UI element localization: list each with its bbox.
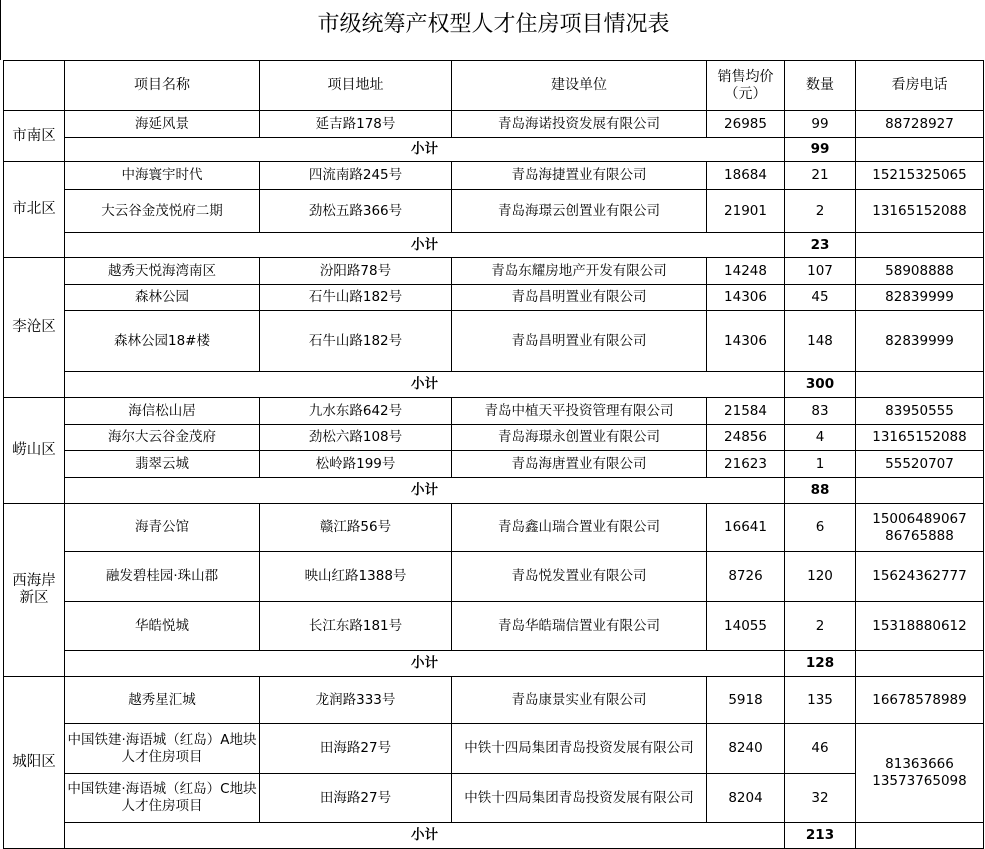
quantity-cell: 45 [785, 285, 856, 311]
quantity-cell: 32 [785, 774, 856, 823]
project-name-cell: 越秀天悦海湾南区 [65, 258, 260, 285]
phone-cell [856, 504, 984, 552]
subtotal-label: 小计 [65, 651, 785, 677]
header-address: 项目地址 [260, 61, 452, 111]
table-row [4, 451, 984, 478]
address-cell: 田海路27号 [260, 774, 452, 823]
subtotal-label: 小计 [65, 823, 785, 849]
table-row [4, 425, 984, 451]
housing-table [3, 60, 984, 849]
quantity-cell: 46 [785, 724, 856, 774]
project-name-cell: 融发碧桂园·珠山郡 [65, 552, 260, 602]
project-name-cell: 华皓悦城 [65, 602, 260, 651]
address-cell: 劲松六路108号 [260, 425, 452, 451]
district-cell: 西海岸新区 [4, 504, 65, 677]
subtotal-value: 128 [785, 651, 856, 677]
project-name-cell: 海信松山居 [65, 398, 260, 425]
developer-cell: 青岛鑫山瑞合置业有限公司 [452, 504, 707, 552]
developer-cell: 青岛海唐置业有限公司 [452, 451, 707, 478]
phone-cell: 15215325065 [856, 162, 984, 190]
subtotal-value: 300 [785, 372, 856, 398]
subtotal-label: 小计 [65, 372, 785, 398]
price-cell: 8726 [707, 552, 785, 602]
developer-cell: 青岛昌明置业有限公司 [452, 311, 707, 372]
phone-cell: 83950555 [856, 398, 984, 425]
developer-cell: 青岛东耀房地产开发有限公司 [452, 258, 707, 285]
phone-cell: 58908888 [856, 258, 984, 285]
phone-cell: 82839999 [856, 285, 984, 311]
subtotal-value: 213 [785, 823, 856, 849]
project-name-cell: 翡翠云城 [65, 451, 260, 478]
quantity-cell: 99 [785, 111, 856, 138]
page-title: 市级统筹产权型人才住房项目情况表 [317, 12, 670, 37]
address-cell: 石牛山路182号 [260, 285, 452, 311]
quantity-cell: 107 [785, 258, 856, 285]
price-cell: 14055 [707, 602, 785, 651]
subtotal-row [4, 233, 984, 258]
district-cell: 市北区 [4, 162, 65, 258]
header-project-name: 项目名称 [65, 61, 260, 111]
phone-line: 86765888 [885, 527, 954, 544]
phone-cell: 15624362777 [856, 552, 984, 602]
quantity-cell: 120 [785, 552, 856, 602]
price-cell: 8240 [707, 724, 785, 774]
project-name-cell: 中海寰宇时代 [65, 162, 260, 190]
address-cell: 石牛山路182号 [260, 311, 452, 372]
district-cell: 李沧区 [4, 258, 65, 398]
header-row [4, 61, 984, 111]
subtotal-row [4, 372, 984, 398]
subtotal-empty [856, 233, 984, 258]
address-cell: 汾阳路78号 [260, 258, 452, 285]
phone-line: 13573765098 [872, 773, 967, 789]
address-cell: 龙润路333号 [260, 677, 452, 724]
table-row [4, 311, 984, 372]
project-name-cell: 海尔大云谷金茂府 [65, 425, 260, 451]
developer-cell: 青岛中植天平投资管理有限公司 [452, 398, 707, 425]
address-cell: 赣江路56号 [260, 504, 452, 552]
developer-cell: 中铁十四局集团青岛投资发展有限公司 [452, 774, 707, 823]
subtotal-empty [856, 651, 984, 677]
header-quantity: 数量 [785, 61, 856, 111]
table-row [4, 774, 984, 823]
subtotal-empty [856, 478, 984, 504]
quantity-cell: 83 [785, 398, 856, 425]
developer-cell: 青岛海璟云创置业有限公司 [452, 190, 707, 233]
project-name-cell: 海延风景 [65, 111, 260, 138]
address-cell: 劲松五路366号 [260, 190, 452, 233]
district-cell: 崂山区 [4, 398, 65, 504]
subtotal-value: 99 [785, 138, 856, 162]
header-district [4, 61, 65, 111]
quantity-cell: 135 [785, 677, 856, 724]
price-cell: 8204 [707, 774, 785, 823]
quantity-cell: 2 [785, 190, 856, 233]
header-phone: 看房电话 [856, 61, 984, 111]
table-row [4, 398, 984, 425]
address-cell: 映山红路1388号 [260, 552, 452, 602]
address-cell: 田海路27号 [260, 724, 452, 774]
table-row [4, 677, 984, 724]
project-name-cell: 越秀星汇城 [65, 677, 260, 724]
price-cell: 14306 [707, 311, 785, 372]
price-cell: 24856 [707, 425, 785, 451]
project-name-cell: 森林公园18#楼 [65, 311, 260, 372]
project-name-cell: 中国铁建·海语城（红岛）A地块人才住房项目 [65, 724, 260, 774]
quantity-cell: 1 [785, 451, 856, 478]
subtotal-value: 23 [785, 233, 856, 258]
subtotal-label: 小计 [65, 233, 785, 258]
table-row [4, 258, 984, 285]
subtotal-empty [856, 138, 984, 162]
subtotal-value: 88 [785, 478, 856, 504]
address-cell: 长江东路181号 [260, 602, 452, 651]
quantity-cell: 21 [785, 162, 856, 190]
developer-cell: 中铁十四局集团青岛投资发展有限公司 [452, 724, 707, 774]
phone-cell: 13165152088 [856, 425, 984, 451]
address-cell: 四流南路245号 [260, 162, 452, 190]
project-name-cell: 海青公馆 [65, 504, 260, 552]
project-name-cell: 森林公园 [65, 285, 260, 311]
phone-cell: 16678578989 [856, 677, 984, 724]
subtotal-row [4, 478, 984, 504]
phone-cell: 15318880612 [856, 602, 984, 651]
subtotal-empty [856, 372, 984, 398]
table-row [4, 724, 984, 774]
developer-cell: 青岛昌明置业有限公司 [452, 285, 707, 311]
table-row [4, 552, 984, 602]
subtotal-empty [856, 823, 984, 849]
price-cell: 21584 [707, 398, 785, 425]
price-cell: 18684 [707, 162, 785, 190]
quantity-cell: 4 [785, 425, 856, 451]
price-cell: 26985 [707, 111, 785, 138]
price-cell: 14248 [707, 258, 785, 285]
developer-cell: 青岛康景实业有限公司 [452, 677, 707, 724]
phone-line: 81363666 [885, 756, 954, 772]
header-developer: 建设单位 [452, 61, 707, 111]
price-cell: 5918 [707, 677, 785, 724]
title-area [0, 0, 985, 60]
project-name-cell: 中国铁建·海语城（红岛）C地块人才住房项目 [65, 774, 260, 823]
project-name-cell: 大云谷金茂悦府二期 [65, 190, 260, 233]
subtotal-label: 小计 [65, 138, 785, 162]
district-cell: 城阳区 [4, 677, 65, 849]
phone-cell: 88728927 [856, 111, 984, 138]
phone-cell: 82839999 [856, 311, 984, 372]
price-cell: 16641 [707, 504, 785, 552]
table-row [4, 162, 984, 190]
table-row [4, 190, 984, 233]
developer-cell: 青岛海诺投资发展有限公司 [452, 111, 707, 138]
table-row [4, 285, 984, 311]
price-cell: 14306 [707, 285, 785, 311]
subtotal-label: 小计 [65, 478, 785, 504]
subtotal-row [4, 823, 984, 849]
subtotal-row [4, 651, 984, 677]
quantity-cell: 6 [785, 504, 856, 552]
phone-cell [856, 724, 984, 823]
district-cell: 市南区 [4, 111, 65, 162]
address-cell: 九水东路642号 [260, 398, 452, 425]
header-avg-price: 销售均价（元） [707, 61, 785, 111]
phone-line: 15006489067 [872, 510, 967, 527]
price-cell: 21901 [707, 190, 785, 233]
table-row [4, 602, 984, 651]
address-cell: 延吉路178号 [260, 111, 452, 138]
table-row [4, 504, 984, 552]
subtotal-row [4, 138, 984, 162]
phone-cell: 55520707 [856, 451, 984, 478]
developer-cell: 青岛悦发置业有限公司 [452, 552, 707, 602]
phone-cell: 13165152088 [856, 190, 984, 233]
price-cell: 21623 [707, 451, 785, 478]
developer-cell: 青岛华皓瑞信置业有限公司 [452, 602, 707, 651]
developer-cell: 青岛海捷置业有限公司 [452, 162, 707, 190]
developer-cell: 青岛海璟永创置业有限公司 [452, 425, 707, 451]
quantity-cell: 2 [785, 602, 856, 651]
table-row [4, 111, 984, 138]
address-cell: 松岭路199号 [260, 451, 452, 478]
quantity-cell: 148 [785, 311, 856, 372]
